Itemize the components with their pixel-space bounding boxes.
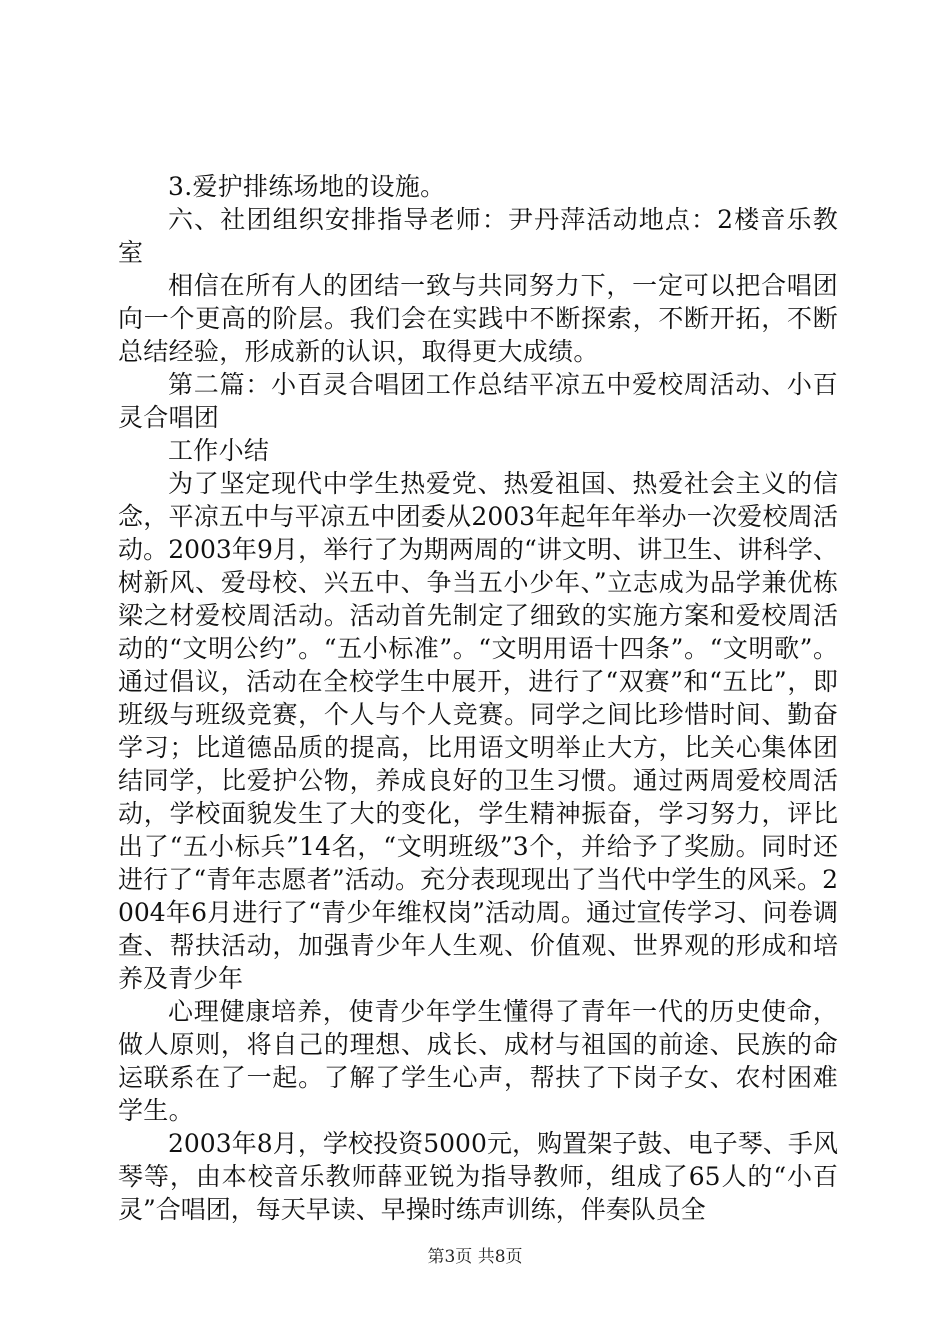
document-body [118, 170, 838, 1226]
page-number-footer: 第3页 共8页 [427, 1247, 523, 1267]
paragraph-school-week-activities: 为了坚定现代中学生热爱党、热爱祖国、热爱社会主义的信念，平凉五中与平凉五中团委从2003年起年年举办一次爱校周活动。2003年9月，举行了为期两周的“讲文明、讲卫生、讲科学、树新风、爱母校、兴五中、争当五小少年、”立志成为品学兼优栋梁之材爱校周活动。活动首先制定了细致的实施方案和爱校周活动的“文明公约”。“五小标准”。“文明用语十四条”。“文明歌”。通过倡议，活动在全校学生中展开，进行了“双赛”和“五比”，即班级与班级竞赛，个人与个人竞赛。同学之间比珍惜时间、勤奋学习；比道德品质的提高，比用语文明举止大方，比关心集体团结同学，比爱护公物，养成良好的卫生习惯。通过两周爱校周活动，学校面貌发生了大的变化，学生精神振奋，学习努力，评比出了“五小标兵”14名，“文明班级”3个，并给予了奖励。同时还进行了“青年志愿者”活动。充分表现现出了当代中学生的风采。2004年6月进行了“青少年维权岗”活动周。通过宣传学习、问卷调查、帮扶活动，加强青少年人生观、价值观、世界观的形成和培养及青少年 [118, 469, 838, 993]
paragraph-mental-health: 心理健康培养，使青少年学生懂得了青年一代的历史使命，做人原则，将自己的理想、成长、成材与祖国的前途、民族的命运联系在了一起。了解了学生心声，帮扶了下岗子女、农村困难学生。 [118, 997, 838, 1125]
paragraph-work-summary-heading: 工作小结 [168, 436, 270, 465]
paragraph-item-rehearsal-facilities: 3.爱护排练场地的设施。 [168, 172, 446, 201]
paragraph-second-article-title: 第二篇：小百灵合唱团工作总结平凉五中爱校周活动、小百灵合唱团 [118, 370, 838, 432]
paragraph-club-organization: 六、社团组织安排指导老师：尹丹萍活动地点：2楼音乐教室 [118, 205, 838, 267]
paragraph-choir-formation: 2003年8月，学校投资5000元，购置架子鼓、电子琴、手风琴等，由本校音乐教师薛亚锐为指导教师，组成了65人的“小百灵”合唱团，每天早读、早操时练声训练，伴奏队员全 [118, 1129, 838, 1224]
paragraph-closing-statement: 相信在所有人的团结一致与共同努力下，一定可以把合唱团向一个更高的阶层。我们会在实践中不断探索，不断开拓，不断总结经验，形成新的认识，取得更大成绩。 [118, 271, 838, 366]
